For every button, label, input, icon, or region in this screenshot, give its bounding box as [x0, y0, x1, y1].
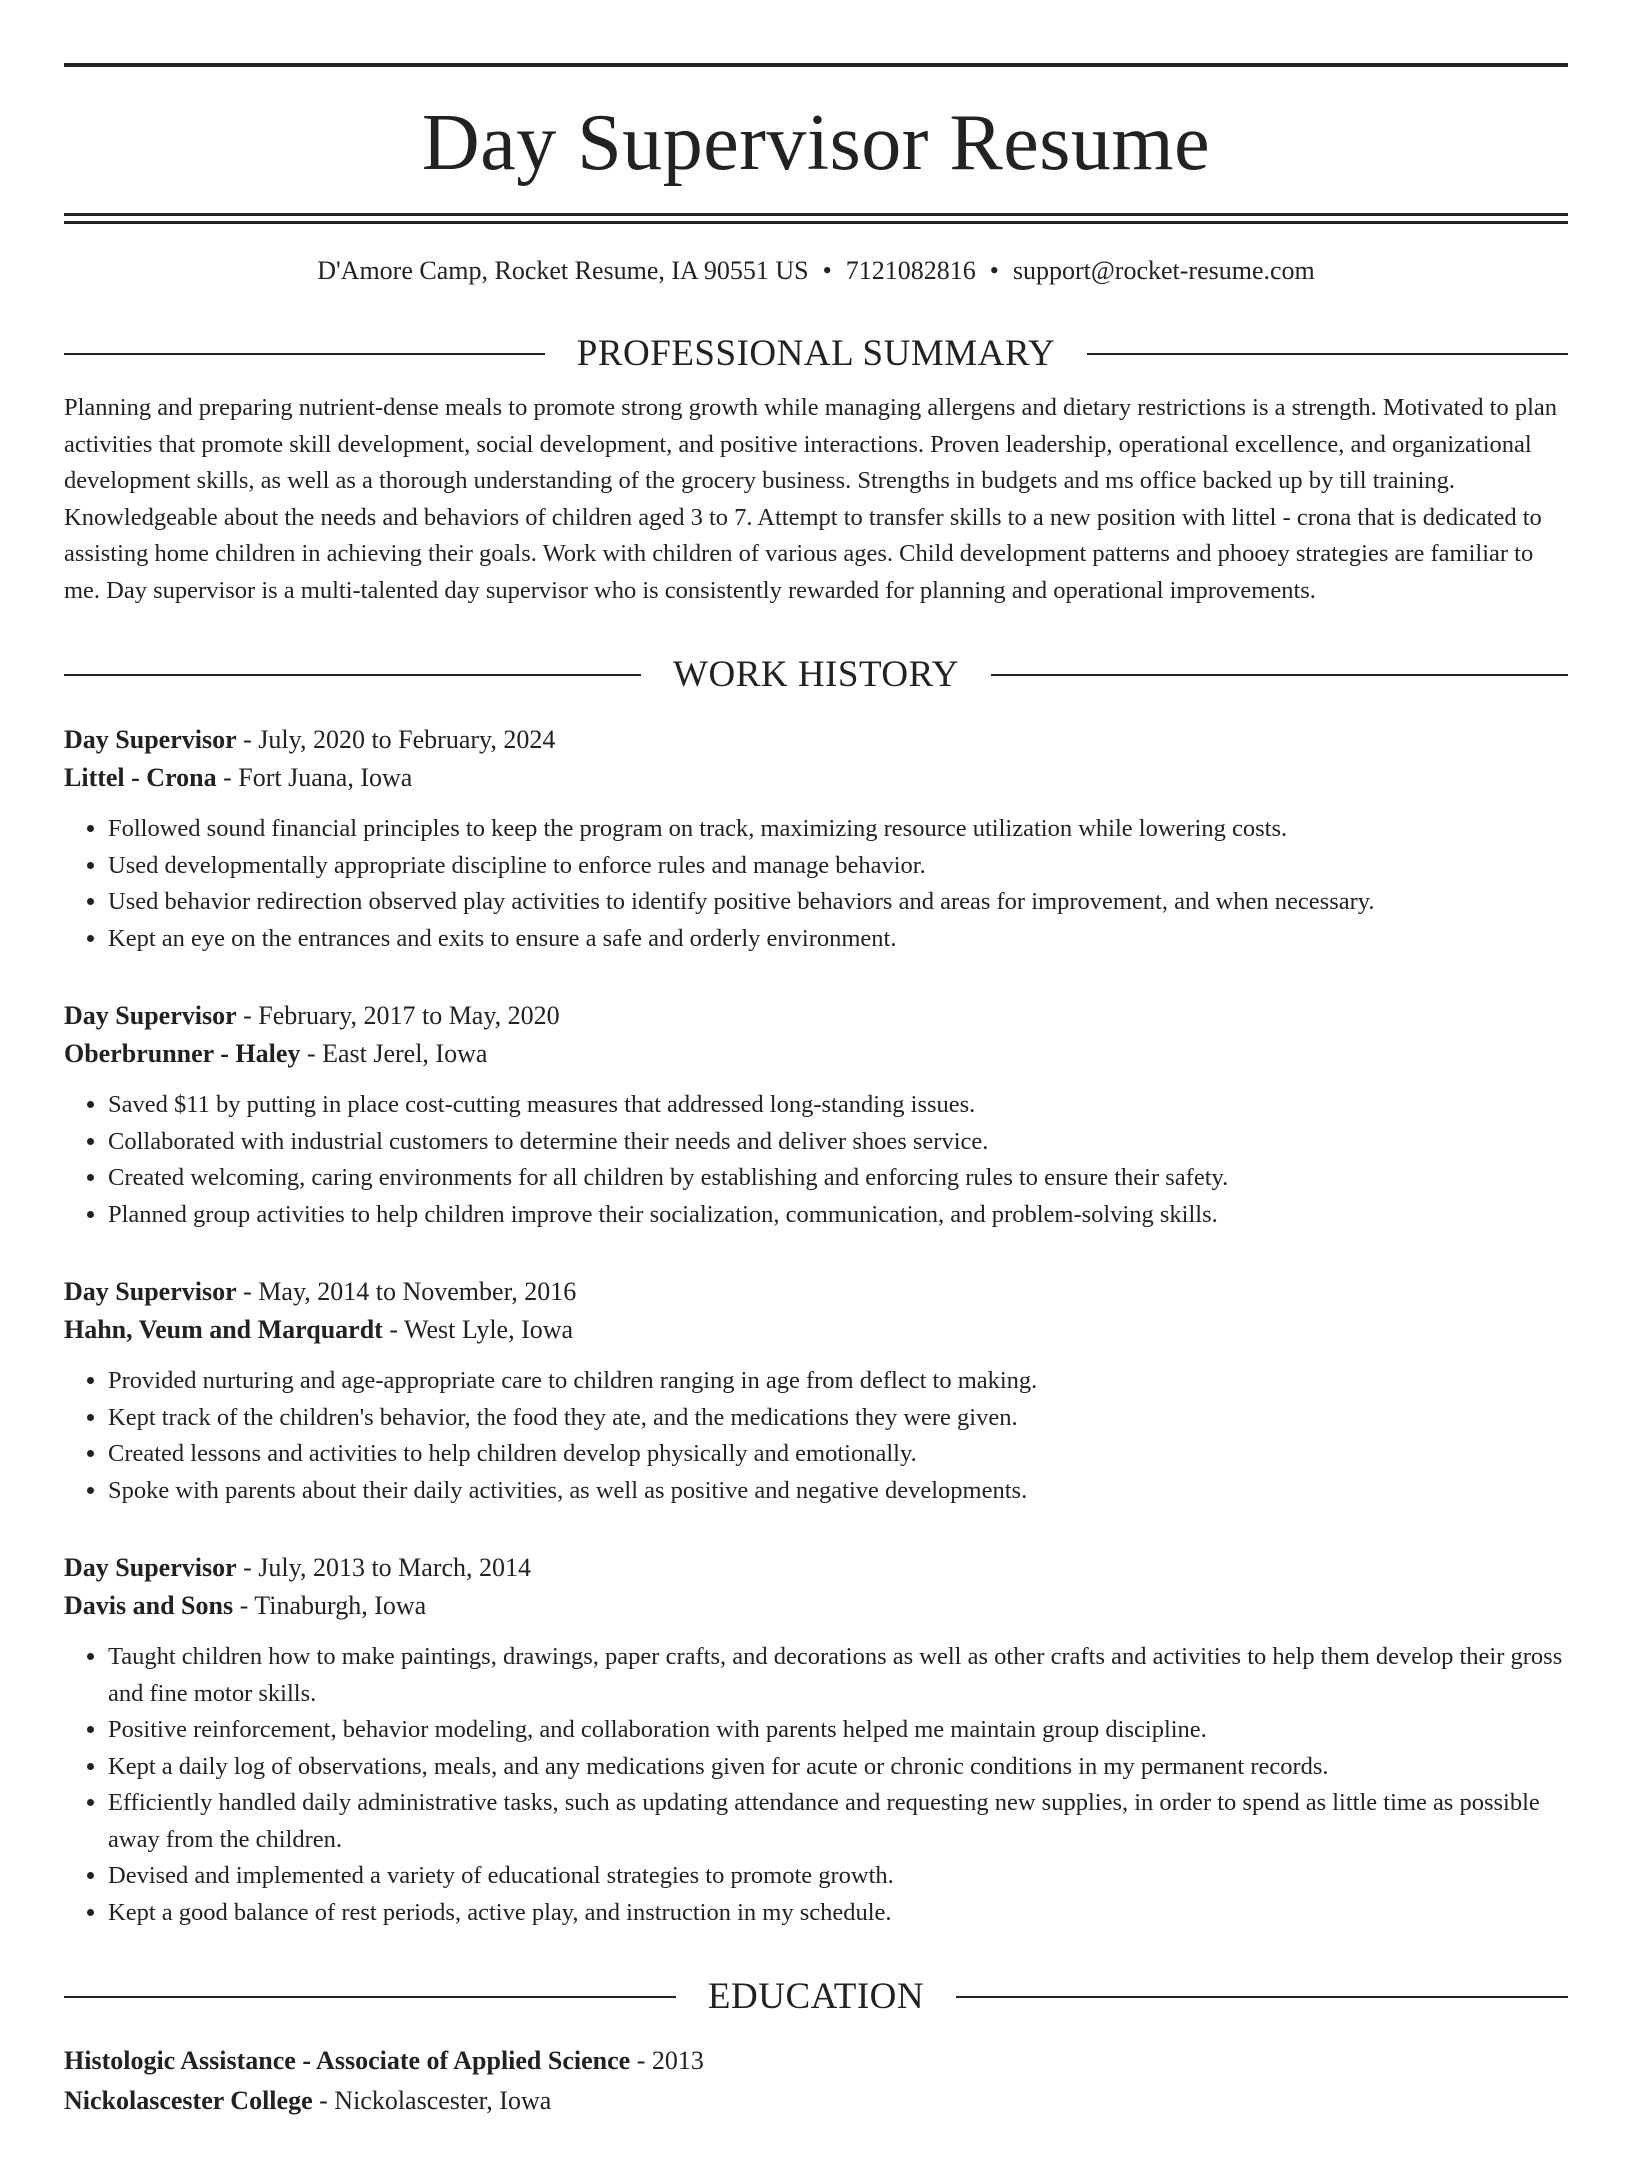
education-school: Nickolascester College	[64, 2086, 313, 2115]
section-divider	[64, 674, 641, 676]
job-location: East Jerel, Iowa	[322, 1039, 488, 1068]
job-bullet-item: • Kept a daily log of observations, meals, and any medications given for acute or chronic conditions in my permanent records.	[108, 1749, 1568, 1786]
education-degree: Histologic Assistance - Associate of Applied Science	[64, 2046, 631, 2075]
job-dates: July, 2013 to March, 2014	[258, 1553, 532, 1582]
job-company-line	[64, 1311, 1568, 1349]
job-title-line	[64, 997, 1568, 1035]
job-dates: July, 2020 to February, 2024	[258, 725, 556, 754]
job-bullet-item: • Kept track of the children's behavior, the food they ate, and the medications they were given.	[108, 1400, 1568, 1437]
title-double-rule	[64, 213, 1568, 224]
job-bullet-item: • Saved $11 by putting in place cost-cutting measures that addressed long-standing issues.	[108, 1087, 1568, 1124]
contact-email: support@rocket-resume.com	[1012, 256, 1315, 285]
job-bullet-item: • Followed sound financial principles to keep the program on track, maximizing resource utilization while lowering costs.	[108, 811, 1568, 848]
job-bullet-item: • Efficiently handled daily administrative tasks, such as updating attendance and requesting new supplies, in order to spend as little time as possible away from the children.	[108, 1785, 1568, 1858]
dash: -	[239, 1591, 249, 1620]
job-bullet-list	[64, 1363, 1568, 1509]
job-bullet-item: • Used developmentally appropriate discipline to enforce rules and manage behavior.	[108, 848, 1568, 885]
job-location: Fort Juana, Iowa	[238, 763, 413, 792]
dash: -	[243, 1277, 252, 1306]
contact-phone: 7121082816	[845, 256, 976, 285]
section-header-work	[64, 653, 1568, 697]
section-header-education	[64, 1975, 1568, 2019]
section-divider	[64, 1996, 676, 1998]
dash: -	[389, 1315, 399, 1344]
job-title: Day Supervisor	[64, 1001, 237, 1030]
job-bullet-list	[64, 1639, 1568, 1931]
section-divider	[991, 674, 1568, 676]
section-divider	[1087, 353, 1568, 355]
job-dates: February, 2017 to May, 2020	[258, 1001, 560, 1030]
job-company: Littel - Crona	[64, 763, 217, 792]
dash: -	[223, 763, 232, 792]
job-bullet-item: • Planned group activities to help children improve their socialization, communication, and problem-solving skills.	[108, 1197, 1568, 1234]
job-title: Day Supervisor	[64, 725, 237, 754]
job-bullet-list	[64, 1087, 1568, 1233]
job-title-line	[64, 1549, 1568, 1587]
job-title: Day Supervisor	[64, 1553, 237, 1582]
job-company: Davis and Sons	[64, 1591, 234, 1620]
job-title: Day Supervisor	[64, 1277, 237, 1306]
section-title-education: EDUCATION	[707, 1976, 925, 2017]
section-title-work: WORK HISTORY	[673, 654, 959, 695]
dash: -	[636, 2046, 646, 2075]
section-divider	[956, 1996, 1568, 1998]
resume-page	[0, 63, 1632, 2175]
job-title-line	[64, 1273, 1568, 1311]
job-bullet-item: • Kept an eye on the entrances and exits to ensure a safe and orderly environment.	[108, 921, 1568, 958]
job-bullet-item: • Created welcoming, caring environments for all children by establishing and enforcing rules to ensure their safety.	[108, 1160, 1568, 1197]
top-rule	[64, 63, 1568, 67]
section-title-summary: PROFESSIONAL SUMMARY	[576, 333, 1056, 374]
job-company: Hahn, Veum and Marquardt	[64, 1315, 383, 1344]
education-degree-line	[64, 2041, 1568, 2081]
contact-address: D'Amore Camp, Rocket Resume, IA 90551 US	[317, 256, 809, 285]
job-title-line	[64, 721, 1568, 759]
job-location: West Lyle, Iowa	[404, 1315, 574, 1344]
job-bullet-item: • Taught children how to make paintings, drawings, paper crafts, and decorations as well as other crafts and activities to help them develop their gross and fine motor skills.	[108, 1639, 1568, 1712]
job-bullet-item: • Created lessons and activities to help children develop physically and emotionally.	[108, 1436, 1568, 1473]
work-history-list	[64, 721, 1568, 1931]
job-bullet-item: • Spoke with parents about their daily activities, as well as positive and negative developments.	[108, 1473, 1568, 1510]
job-bullet-item: • Kept a good balance of rest periods, active play, and instruction in my schedule.	[108, 1895, 1568, 1932]
job-bullet-item: • Provided nurturing and age-appropriate care to children ranging in age from deflect to making.	[108, 1363, 1568, 1400]
job-location: Tinaburgh, Iowa	[254, 1591, 427, 1620]
dash: -	[319, 2086, 328, 2115]
job-bullet-item: • Used behavior redirection observed play activities to identify positive behaviors and areas for improvement, and when necessary.	[108, 884, 1568, 921]
job-entry	[64, 721, 1568, 957]
job-dates: May, 2014 to November, 2016	[258, 1277, 577, 1306]
contact-separator: •	[822, 256, 832, 285]
contact-separator: •	[989, 256, 999, 285]
job-bullet-item: • Collaborated with industrial customers to determine their needs and deliver shoes service.	[108, 1124, 1568, 1161]
job-bullet-item: • Positive reinforcement, behavior modeling, and collaboration with parents helped me maintain group discipline.	[108, 1712, 1568, 1749]
contact-line	[64, 254, 1568, 288]
dash: -	[243, 725, 252, 754]
job-entry	[64, 1549, 1568, 1931]
job-entry	[64, 997, 1568, 1233]
section-header-summary	[64, 332, 1568, 376]
job-bullet-item: • Devised and implemented a variety of educational strategies to promote growth.	[108, 1858, 1568, 1895]
section-divider	[64, 353, 545, 355]
education-year: 2013	[651, 2046, 704, 2075]
job-company-line	[64, 759, 1568, 797]
dash: -	[243, 1001, 252, 1030]
job-entry	[64, 1273, 1568, 1509]
dash: -	[306, 1039, 316, 1068]
job-company-line	[64, 1035, 1568, 1073]
dash: -	[243, 1553, 252, 1582]
education-school-line	[64, 2081, 1568, 2121]
education-entry	[64, 2041, 1568, 2121]
professional-summary-text: Planning and preparing nutrient-dense meals to promote strong growth while managing allergens and dietary restrictions is a strength. Motivated to plan activities that promote skill development, social development, and positive interactions. Proven leadership, operational excellence, and organizational development skills, as well as a thorough understanding of the grocery business. Strengths in budgets and ms office backed up by till training. Knowledgeable about the needs and behaviors of children aged 3 to 7. Attempt to transfer skills to a new position with littel - crona that is dedicated to assisting home children in achieving their goals. Work with children of various ages. Child development patterns and phooey strategies are familiar to me. Day supervisor is a multi-talented day supervisor who is consistently rewarded for planning and operational improvements.	[64, 394, 1558, 604]
resume-title: Day Supervisor Resume	[421, 99, 1211, 187]
job-company: Oberbrunner - Haley	[64, 1039, 301, 1068]
job-bullet-list	[64, 811, 1568, 957]
job-company-line	[64, 1587, 1568, 1625]
education-location: Nickolascester, Iowa	[334, 2086, 552, 2115]
